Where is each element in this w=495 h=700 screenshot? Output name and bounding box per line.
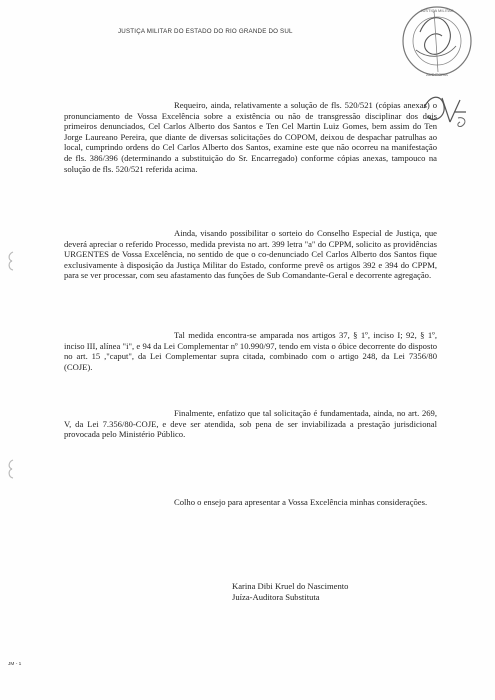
court-stamp-seal [398, 2, 476, 80]
form-code: JM - 1 [8, 662, 22, 667]
signatory-name: Karina Dibi Kruel do Nascimento [232, 581, 349, 591]
paragraph-final-emphasis [64, 408, 437, 440]
signature-block [232, 581, 348, 602]
paragraph-special-council [64, 228, 437, 281]
hole-punch-mark [6, 458, 20, 480]
paragraph-request-opinion [64, 100, 437, 174]
svg-text:JUSTIÇA MILITAR: JUSTIÇA MILITAR [420, 8, 454, 13]
hole-punch-mark [6, 250, 20, 272]
svg-text:AUDITORIA: AUDITORIA [426, 72, 448, 77]
signatory-role: Juíza-Auditora Substituta [232, 591, 320, 602]
paragraph-legal-basis [64, 330, 437, 372]
paragraph-text: Ainda, visando possibilitar o sorteio do Conselho Especial de Justiça, que deverá apreciar o referido Processo, medida prevista no art. 399 letra "a" do CPPM, solicito as providências URGENTES de Vossa Excelência, no sentido de que o co-denunciado Cel Carlos Alberto dos Santos fique exclusivamente à disposição da Justiça Militar do Estado, conforme prevê os artigos 392 e 394 do CPPM, para se ver processar, com seu afastamento das funções de Sub Comandante-Geral e decorrente agregação. [64, 228, 437, 281]
paragraph-text: Finalmente, enfatizo que tal solicitação é fundamentada, ainda, no art. 269, V, da Lei 7.356/80-COJE, e deve ser atendida, sob pena de ser inviabilizada a prestação jurisdicional provocada pelo Ministério Público. [64, 408, 437, 440]
paragraph-text: Tal medida encontra-se amparada nos artigos 37, § 1º, inciso I; 92, § 1º, inciso III, alínea "i", e 94 da Lei Complementar nº 10.990/97, tendo em vista o óbice decorrente do disposto no art. 15 ,"caput", da Lei Complementar supra citada, combinado com o artigo 248, da Lei 7356/80 (COJE). [64, 330, 437, 372]
paragraph-text: Requeiro, ainda, relativamente a solução de fls. 520/521 (cópias anexas) o pronunciamento de Vossa Excelência sobre a existência ou não de transgressão disciplinar dos dois primeiros denunciados, Cel Carlos Alberto dos Santos e Ten Cel Martin Luiz Gomes, bem assim do Ten Jorge Laureano Pereira, que diante de diversas solicitações do COPOM, deixou de despachar patrulhas ao local, cumprindo ordens do Cel Carlos Alberto dos Santos, examine este que não ocorreu na manifestação de fls. 386/396 (determinando a substituição do Sr. Encarregado) conforme cópias anexas, tampouco na solução de fls. 520/521 referida acima. [64, 100, 437, 174]
paragraph-text: Colho o ensejo para apresentar a Vossa Excelência minhas considerações. [174, 497, 428, 507]
paragraph-closing [64, 497, 437, 508]
page-header: JUSTIÇA MILITAR DO ESTADO DO RIO GRANDE DO SUL [118, 28, 293, 35]
